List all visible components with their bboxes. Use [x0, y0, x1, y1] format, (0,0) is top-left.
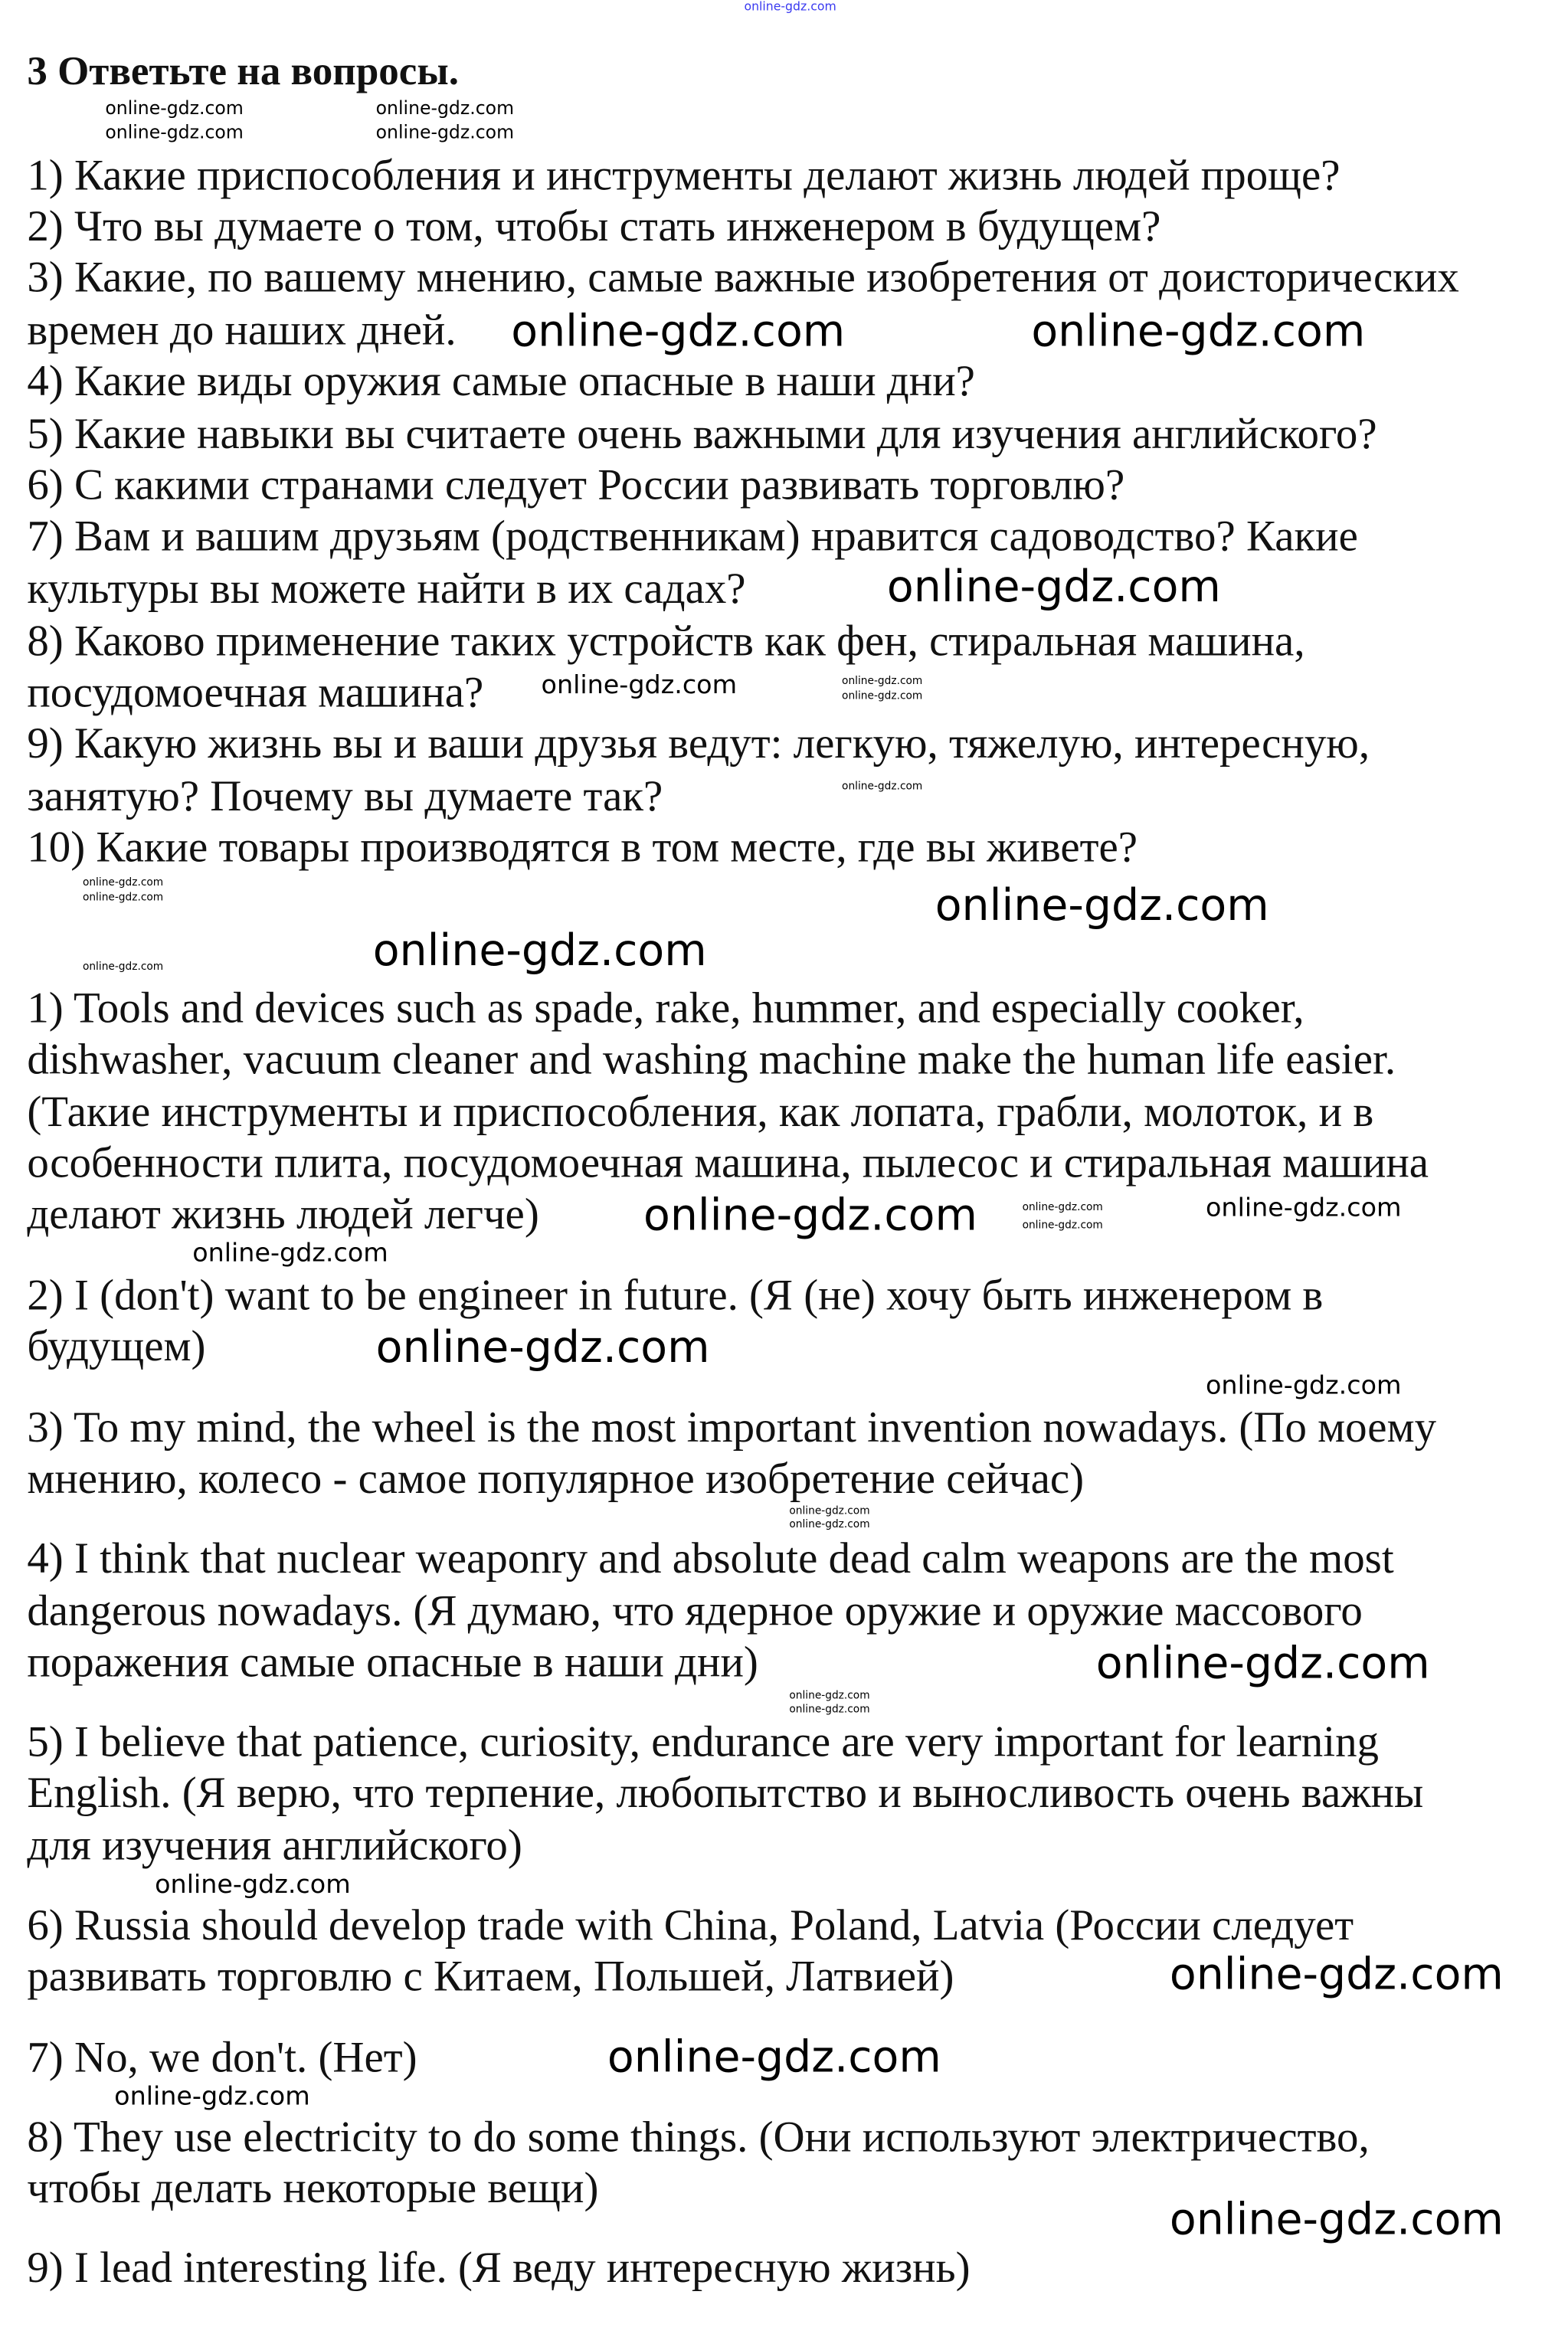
watermark: online-gdz.com: [375, 97, 515, 119]
answer-line: 1) Tools and devices such as spade, rake, hummer, and especially cooker,: [27, 984, 1304, 1033]
watermark: online-gdz.com: [192, 1239, 388, 1269]
watermark: online-gdz.com: [105, 121, 244, 143]
watermark: online-gdz.com: [886, 561, 1221, 612]
question-line: 9) Какую жизнь вы и ваши друзья ведут: легкую, тяжелую, интересную,: [27, 720, 1370, 768]
answer-line: 7) No, we don't. (Нет): [27, 2034, 417, 2083]
answer-line: будущем): [27, 1323, 206, 1371]
question-line: 10) Какие товары производятся в том месте, где вы живете?: [27, 823, 1138, 872]
question-line: 2) Что вы думаете о том, чтобы стать инженером в будущем?: [27, 202, 1161, 251]
question-line: занятую? Почему вы думаете так?: [27, 772, 663, 821]
watermark: online-gdz.com: [82, 876, 164, 889]
answer-line: 6) Russia should develop trade with China, Poland, Latvia (России следует: [27, 1901, 1354, 1950]
watermark: online-gdz.com: [789, 1504, 870, 1517]
watermark: online-gdz.com: [114, 2082, 310, 2113]
watermark: online-gdz.com: [155, 1870, 351, 1900]
question-line: времен до наших дней.: [27, 306, 457, 355]
answer-line: чтобы делать некоторые вещи): [27, 2165, 599, 2213]
answer-line: dishwasher, vacuum cleaner and washing machine make the human life easier.: [27, 1036, 1396, 1085]
answer-line: поражения самые опасные в наши дни): [27, 1638, 758, 1687]
question-line: 3) Какие, по вашему мнению, самые важные изобретения от доисторических: [27, 254, 1459, 303]
watermark: online-gdz.com: [744, 0, 836, 14]
watermark: online-gdz.com: [1169, 1948, 1504, 2000]
question-line: 4) Какие виды оружия самые опасные в наши дни?: [27, 358, 975, 406]
answer-line: делают жизнь людей легче): [27, 1190, 539, 1239]
watermark: online-gdz.com: [1206, 1193, 1402, 1224]
watermark: online-gdz.com: [935, 879, 1269, 931]
watermark: online-gdz.com: [375, 1321, 710, 1373]
watermark: online-gdz.com: [541, 670, 738, 701]
question-line: 6) С какими странами следует России развивать торговлю?: [27, 461, 1125, 510]
question-line: 5) Какие навыки вы считаете очень важными для изучения английского?: [27, 410, 1377, 459]
watermark: online-gdz.com: [607, 2031, 941, 2083]
answer-line: 4) I think that nuclear weaponry and absolute dead calm weapons are the most: [27, 1534, 1394, 1583]
watermark: online-gdz.com: [82, 891, 164, 904]
watermark: online-gdz.com: [105, 97, 244, 119]
watermark: online-gdz.com: [842, 780, 923, 793]
watermark: online-gdz.com: [511, 305, 846, 357]
answer-line: English. (Я верю, что терпение, любопытство и выносливость очень важны: [27, 1769, 1424, 1818]
page-title: 3 Ответьте на вопросы.: [27, 47, 459, 93]
question-line: 8) Каково применение таких устройств как фен, стиральная машина,: [27, 617, 1305, 666]
watermark: online-gdz.com: [1169, 2193, 1504, 2245]
answer-line: 2) I (don't) want to be engineer in future. (Я (не) хочу быть инженером в: [27, 1272, 1324, 1321]
watermark: online-gdz.com: [375, 121, 515, 143]
watermark: online-gdz.com: [643, 1189, 977, 1241]
watermark: online-gdz.com: [842, 689, 923, 702]
watermark: online-gdz.com: [372, 924, 707, 976]
watermark: online-gdz.com: [82, 961, 164, 973]
answer-line: (Такие инструменты и приспособления, как лопата, грабли, молоток, и в: [27, 1088, 1374, 1137]
answer-line: 9) I lead interesting life. (Я веду интересную жизнь): [27, 2244, 971, 2293]
watermark: online-gdz.com: [1206, 1370, 1402, 1402]
answer-line: 3) To my mind, the wheel is the most important invention nowadays. (По моему: [27, 1404, 1437, 1452]
answer-line: особенности плита, посудомоечная машина, пылесос и стиральная машина: [27, 1139, 1429, 1188]
question-line: 7) Вам и вашим друзьям (родственникам) нравится садоводство? Какие: [27, 512, 1358, 561]
answer-line: dangerous nowadays. (Я думаю, что ядерное оружие и оружие массового: [27, 1587, 1363, 1636]
watermark: online-gdz.com: [789, 1689, 870, 1702]
watermark: online-gdz.com: [842, 675, 923, 687]
watermark: online-gdz.com: [1022, 1201, 1103, 1213]
watermark: online-gdz.com: [1031, 305, 1366, 357]
answer-line: 8) They use electricity to do some things. (Они используют электричество,: [27, 2113, 1370, 2162]
watermark: online-gdz.com: [1095, 1637, 1430, 1688]
watermark: online-gdz.com: [1022, 1219, 1103, 1232]
answer-line: развивать торговлю с Китаем, Польшей, Латвией): [27, 1953, 954, 2002]
answer-line: 5) I believe that patience, curiosity, endurance are very important for learning: [27, 1718, 1380, 1767]
answer-line: мнению, колесо - самое популярное изобретение сейчас): [27, 1455, 1085, 1504]
question-line: культуры вы можете найти в их садах?: [27, 565, 746, 614]
watermark: online-gdz.com: [789, 1518, 870, 1530]
answer-line: для изучения английского): [27, 1822, 522, 1871]
question-line: посудомоечная машина?: [27, 669, 484, 718]
question-line: 1) Какие приспособления и инструменты делают жизнь людей проще?: [27, 152, 1340, 201]
watermark: online-gdz.com: [789, 1703, 870, 1716]
